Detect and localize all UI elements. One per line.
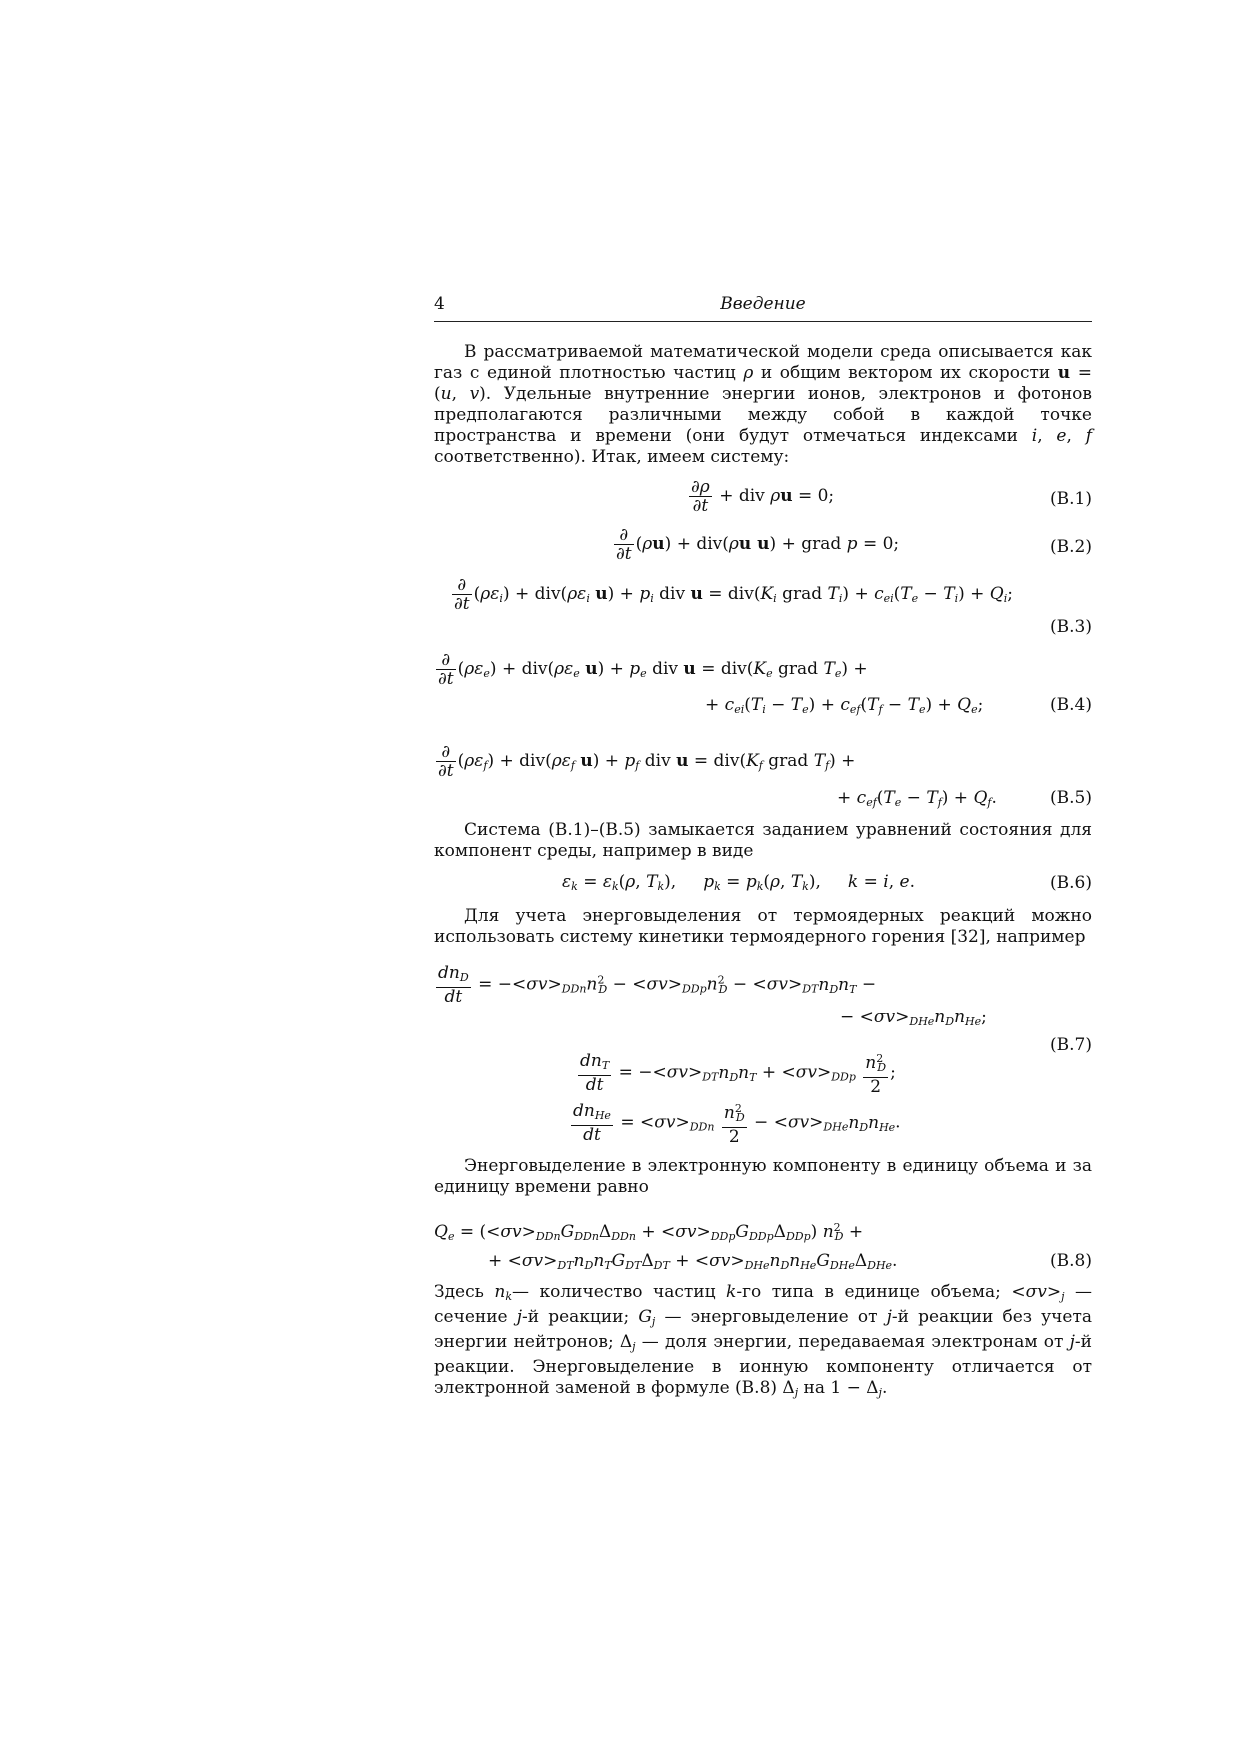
- paragraph-kinetics: Для учета энерговыделения от термоядерных реакций можно использовать систему кинетики термоядерного горения [32], например: [434, 906, 1092, 947]
- equation-b7-line3: $\frac{dn_T}{dt}$ = $-<\sigma v>_{DT}n_Dn_T + <\sigma v>_{DDp}$ $\frac{n^2_D}{2}$ ;: [580, 1051, 896, 1097]
- paragraph-energy-release: Энерговыделение в электронную компоненту в единицу объема и за единицу времени равно: [434, 1156, 1092, 1197]
- equation-b6: $\varepsilon_k = \varepsilon_k(\rho$, $T_k$), $p_k = p_k(\rho$, $T_k$), k = i, e.: [562, 872, 915, 893]
- equation-tag-b7: (В.7): [1050, 1035, 1092, 1055]
- equation-b3: $\frac{\partial}{\partial t}$ $(\rho\varepsilon_i) + div(\rho\varepsilon_i$ $u) + p_i$ div $u = div(K_i$ grad $T_i) + c_{ei}(T_e - T_i) + Q_i$;: [454, 575, 1013, 614]
- equation-tag-b1: (В.1): [1050, 489, 1092, 509]
- page-number: 4: [434, 294, 445, 314]
- equation-b5-line2: + $c_{ef}(T_e - T_f) + Q_f$.: [837, 788, 997, 809]
- paragraph-model-intro: В рассматриваемой математической модели среда описывается как газ с единой плотностью частиц ρ и общим вектором их скорости u = (u, v). Удельные внутренние энергии ионов, электронов и фотонов предполагаются различными между собой в каждой точке пространства и времени (они будут отмечаться индексами i, e, f соответственно). Итак, имеем систему:: [434, 342, 1093, 467]
- paragraph-notation: Здесь $n_k—$ количество частиц k-го типа в единице объема; $<\sigma v>_j$ — сечение j-й реакции; $G_j$ — энерговыделение от j-й реакции без учета энергии нейтронов; $\Delta_j$ — доля энергии, передаваемая электронам от j-й реакции. Энерговыделение в ионную компоненту отличается от электронной заменой в формуле (В.8) $\Delta_j$ на $1 - \Delta_j$.: [434, 1282, 1092, 1399]
- equation-tag-b2: (В.2): [1050, 537, 1092, 557]
- equation-tag-b6: (В.6): [1050, 873, 1092, 893]
- equation-tag-b5: (В.5): [1050, 788, 1092, 808]
- page-header: [434, 294, 1092, 318]
- equation-b2: $\frac{\partial}{\partial t}$ (ρu) + div(ρu u) + grad p = 0;: [616, 525, 900, 564]
- equation-b7-line1: $\frac{dn_D}{dt}$ = $-<\sigma v>_{DDn}n^2_D - <\sigma v>_{DDp}n^2_D - <\sigma v>_{DT}n_Dn_T$ −: [438, 963, 877, 1007]
- equation-b7-line4: $\frac{dn_{He}}{dt}$ = $<\sigma v>_{DDn}$ $\frac{n^2_D}{2}$ − $<\sigma v>_{DHe}n_Dn_{He}$.: [573, 1101, 901, 1147]
- equation-tag-b8: (В.8): [1050, 1251, 1092, 1271]
- equation-tag-b3: (В.3): [1050, 617, 1092, 637]
- equation-b4-line1: $\frac{\partial}{\partial t}$ $(\rho\varepsilon_e) + div(\rho\varepsilon_e$ $u) + p_e$ div $u = div(K_e$ grad $T_e$) +: [438, 650, 868, 689]
- equation-b7-line2: − $<\sigma v>_{DHe}n_Dn_{He}$;: [840, 1007, 987, 1028]
- equation-b8-line2: + $<\sigma v>_{DT}n_Dn_TG_{DT}\Delta_{DT} + <\sigma v>_{DHe}n_Dn_{He}G_{DHe}\Delta_{DHe}$.: [488, 1251, 898, 1272]
- running-title: Введение: [720, 294, 806, 314]
- equation-b8-line1: $Q_e = (<\sigma v>_{DDn}G_{DDn}\Delta_{DDn} + <\sigma v>_{DDp}G_{DDp}\Delta_{DDp}) n^2_D$ +: [434, 1221, 864, 1243]
- equation-b1: $\frac{\partial\rho}{\partial t}$ + div ρu = 0;: [691, 477, 835, 516]
- equation-tag-b4: (В.4): [1050, 695, 1092, 715]
- header-rule: [434, 321, 1092, 322]
- equation-b5-line1: $\frac{\partial}{\partial t}$ $(\rho\varepsilon_f) + div(\rho\varepsilon_f$ $u) + p_f$ div $u = div(K_f$ grad $T_f$) +: [438, 742, 856, 781]
- paragraph-state-equations: Система (В.1)–(В.5) замыкается заданием уравнений состояния для компонент среды, например в виде: [434, 820, 1092, 861]
- equation-b4-line2: + $c_{ei}(T_i - T_e) + c_{ef}(T_f - T_e) + Q_e$;: [705, 695, 984, 716]
